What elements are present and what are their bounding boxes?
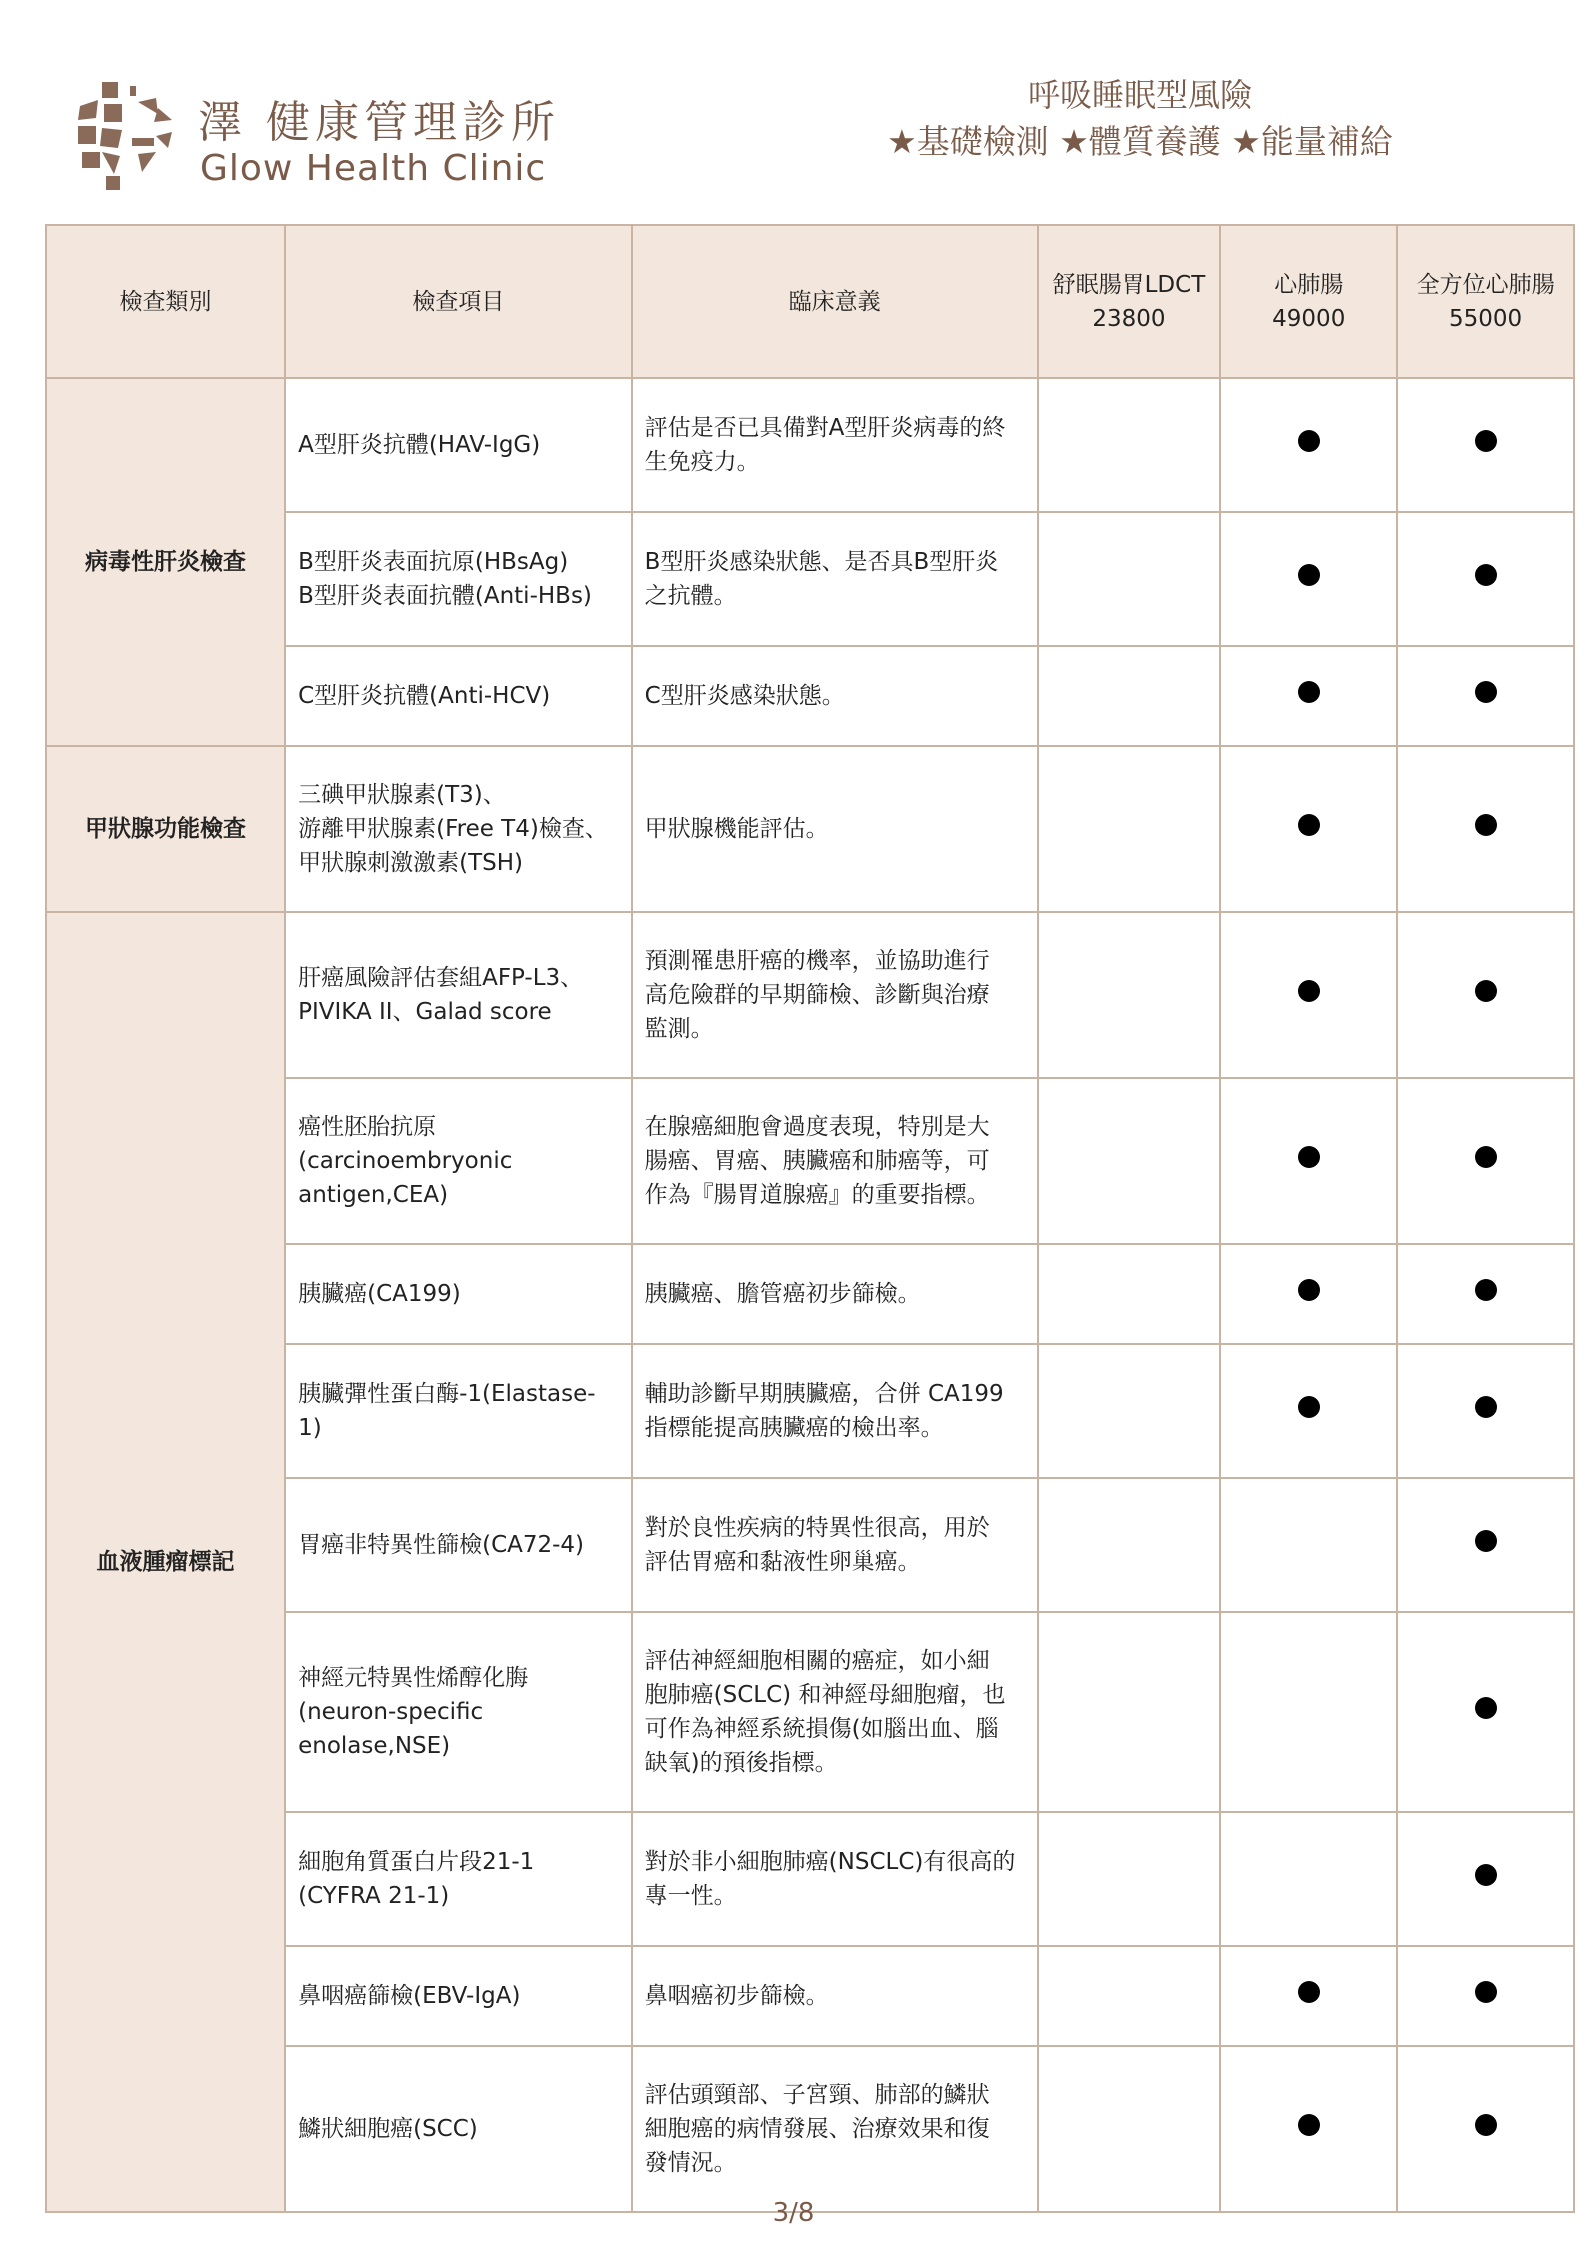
category-cell: 甲狀腺功能檢查 [46, 746, 285, 912]
item-cell: A型肝炎抗體(HAV-IgG) [285, 378, 632, 512]
meaning-cell: 評估頭頸部、子宮頸、肺部的鱗狀 細胞癌的病情發展、治療效果和復 發情況。 [632, 2046, 1038, 2212]
meaning-cell: B型肝炎感染狀態、是否具B型肝炎 之抗體。 [632, 512, 1038, 646]
item-cell: 三碘甲狀腺素(T3)、 游離甲狀腺素(Free T4)檢查、 甲狀腺刺激激素(TSH) [285, 746, 632, 912]
plan-2-cell [1220, 378, 1397, 512]
plan-3-cell [1397, 1478, 1574, 1612]
plan-3-cell [1397, 1244, 1574, 1344]
plan-3-cell [1397, 2046, 1574, 2212]
item-cell: C型肝炎抗體(Anti-HCV) [285, 646, 632, 746]
header-item: 檢查項目 [285, 225, 632, 378]
table-row [46, 912, 1574, 1078]
plan-1-cell [1038, 1078, 1221, 1244]
included-bullet-icon [1475, 1396, 1497, 1418]
included-bullet-icon [1475, 1279, 1497, 1301]
item-cell: 胃癌非特異性篩檢(CA72-4) [285, 1478, 632, 1612]
plan-tags: ★基礎檢測 ★體質養護 ★能量補給 [887, 122, 1393, 161]
header-meaning: 臨床意義 [632, 225, 1038, 378]
included-bullet-icon [1298, 2114, 1320, 2136]
category-cell: 血液腫瘤標記 [46, 912, 285, 2212]
header-category: 檢查類別 [46, 225, 285, 378]
included-bullet-icon [1298, 681, 1320, 703]
plan-2-cell [1220, 1478, 1397, 1612]
plan-2-cell [1220, 1344, 1397, 1478]
plan-2-cell [1220, 1078, 1397, 1244]
included-bullet-icon [1298, 1981, 1320, 2003]
included-bullet-icon [1298, 1396, 1320, 1418]
table-row [46, 378, 1574, 512]
meaning-cell: 鼻咽癌初步篩檢。 [632, 1946, 1038, 2046]
item-cell: 神經元特異性烯醇化脢 (neuron-specific enolase,NSE) [285, 1612, 632, 1812]
plan-2-cell [1220, 512, 1397, 646]
header-plan-3: 全方位心肺腸 55000 [1397, 225, 1574, 378]
category-cell: 病毒性肝炎檢查 [46, 378, 285, 746]
clinic-logo-icon [72, 80, 180, 192]
plan-3-cell [1397, 1946, 1574, 2046]
plan-title: 呼吸睡眠型風險 [1027, 76, 1252, 114]
header-plan-2: 心肺腸 49000 [1220, 225, 1397, 378]
plan-2-cell [1220, 1946, 1397, 2046]
plan-2-cell [1220, 912, 1397, 1078]
meaning-cell: 對於良性疾病的特異性很高，用於 評估胃癌和黏液性卵巢癌。 [632, 1478, 1038, 1612]
plan-1-cell [1038, 1244, 1221, 1344]
meaning-cell: C型肝炎感染狀態。 [632, 646, 1038, 746]
plan-1-cell [1038, 1946, 1221, 2046]
included-bullet-icon [1475, 814, 1497, 836]
item-cell: 肝癌風險評估套組AFP-L3、 PIVIKA II、Galad score [285, 912, 632, 1078]
plan-2-cell [1220, 746, 1397, 912]
item-cell: 鱗狀細胞癌(SCC) [285, 2046, 632, 2212]
item-cell: B型肝炎表面抗原(HBsAg) B型肝炎表面抗體(Anti-HBs) [285, 512, 632, 646]
included-bullet-icon [1298, 980, 1320, 1002]
plan-3-cell [1397, 746, 1574, 912]
plan-3-cell [1397, 1344, 1574, 1478]
included-bullet-icon [1475, 2114, 1497, 2136]
meaning-cell: 預測罹患肝癌的機率，並協助進行 高危險群的早期篩檢、診斷與治療 監測。 [632, 912, 1038, 1078]
plan-3-cell [1397, 512, 1574, 646]
plan-1-cell [1038, 1344, 1221, 1478]
plan-2-cell [1220, 1244, 1397, 1344]
included-bullet-icon [1475, 1146, 1497, 1168]
included-bullet-icon [1475, 681, 1497, 703]
plan-1-cell [1038, 2046, 1221, 2212]
included-bullet-icon [1475, 430, 1497, 452]
plan-3-cell [1397, 1812, 1574, 1946]
plan-1-cell [1038, 1812, 1221, 1946]
plan-3-cell [1397, 912, 1574, 1078]
table-header-row [46, 225, 1574, 378]
item-cell: 癌性胚胎抗原 (carcinoembryonic antigen,CEA) [285, 1078, 632, 1244]
meaning-cell: 對於非小細胞肺癌(NSCLC)有很高的 專一性。 [632, 1812, 1038, 1946]
clinic-name-zh: 澤 健康管理診所 [198, 97, 560, 148]
clinic-name-en: Glow Health Clinic [200, 148, 547, 189]
plan-1-cell [1038, 646, 1221, 746]
plan-1-cell [1038, 1612, 1221, 1812]
meaning-cell: 在腺癌細胞會過度表現，特別是大 腸癌、胃癌、胰臟癌和肺癌等，可 作為『腸胃道腺癌』的重要指標。 [632, 1078, 1038, 1244]
included-bullet-icon [1475, 564, 1497, 586]
header-plan-1: 舒眠腸胃LDCT 23800 [1038, 225, 1221, 378]
included-bullet-icon [1298, 1146, 1320, 1168]
included-bullet-icon [1298, 430, 1320, 452]
plan-1-cell [1038, 912, 1221, 1078]
plan-1-cell [1038, 1478, 1221, 1612]
included-bullet-icon [1475, 980, 1497, 1002]
table-row [46, 746, 1574, 912]
included-bullet-icon [1475, 1530, 1497, 1552]
exam-table [45, 224, 1575, 2213]
included-bullet-icon [1298, 564, 1320, 586]
item-cell: 胰臟癌(CA199) [285, 1244, 632, 1344]
meaning-cell: 甲狀腺機能評估。 [632, 746, 1038, 912]
plan-2-cell [1220, 2046, 1397, 2212]
included-bullet-icon [1298, 1279, 1320, 1301]
plan-3-cell [1397, 1612, 1574, 1812]
plan-2-cell [1220, 1612, 1397, 1812]
item-cell: 胰臟彈性蛋白酶-1(Elastase-1) [285, 1344, 632, 1478]
included-bullet-icon [1475, 1864, 1497, 1886]
plan-3-cell [1397, 646, 1574, 746]
plan-1-cell [1038, 512, 1221, 646]
plan-3-cell [1397, 378, 1574, 512]
meaning-cell: 輔助診斷早期胰臟癌，合併 CA199 指標能提高胰臟癌的檢出率。 [632, 1344, 1038, 1478]
included-bullet-icon [1475, 1697, 1497, 1719]
plan-3-cell [1397, 1078, 1574, 1244]
plan-2-cell [1220, 646, 1397, 746]
page-number: 3/8 [772, 2198, 815, 2228]
included-bullet-icon [1298, 814, 1320, 836]
meaning-cell: 評估神經細胞相關的癌症，如小細 胞肺癌(SCLC) 和神經母細胞瘤，也 可作為神經系統損傷(如腦出血、腦 缺氧)的預後指標。 [632, 1612, 1038, 1812]
included-bullet-icon [1475, 1981, 1497, 2003]
meaning-cell: 胰臟癌、膽管癌初步篩檢。 [632, 1244, 1038, 1344]
plan-1-cell [1038, 378, 1221, 512]
plan-2-cell [1220, 1812, 1397, 1946]
page-header [0, 0, 1587, 220]
meaning-cell: 評估是否已具備對A型肝炎病毒的終 生免疫力。 [632, 378, 1038, 512]
item-cell: 鼻咽癌篩檢(EBV-IgA) [285, 1946, 632, 2046]
item-cell: 細胞角質蛋白片段21-1 (CYFRA 21-1) [285, 1812, 632, 1946]
plan-1-cell [1038, 746, 1221, 912]
